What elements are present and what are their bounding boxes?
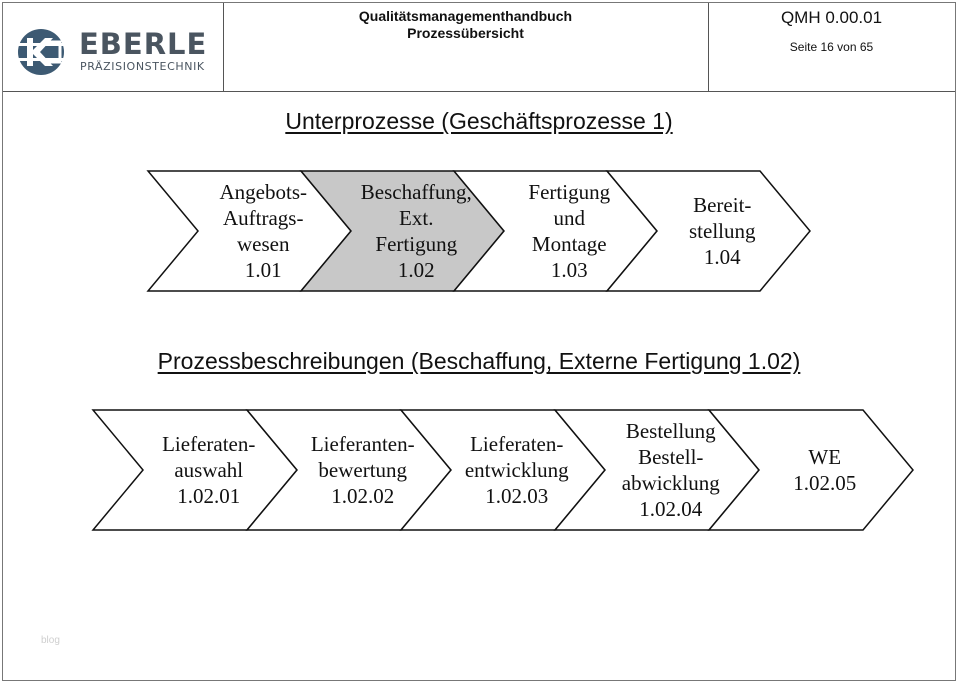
page-info: Seite 16 von 65 bbox=[789, 40, 874, 54]
document-code: QMH 0.00.01 bbox=[780, 8, 883, 27]
logo-subtitle: PRÄZISIONSTECHNIK bbox=[80, 60, 205, 73]
process-step-label-2: Lieferanten- bewertung 1.02.02 bbox=[310, 432, 415, 508]
logo-name: EBERLE bbox=[79, 27, 208, 61]
document-title: Qualitätsmanagementhandbuch bbox=[358, 8, 573, 24]
document-page bbox=[2, 2, 956, 681]
process-description-chain bbox=[3, 3, 955, 682]
subprocess-label-1: Angebots- Auftrags- wesen 1.01 bbox=[219, 180, 307, 282]
section-title-subprocesses: Unterprozesse (Geschäftsprozesse 1) bbox=[285, 108, 673, 134]
process-step-label-4: Bestellung Bestell- abwicklung 1.02.04 bbox=[621, 419, 720, 521]
subprocess-label-2: Beschaffung, Ext. Fertigung 1.02 bbox=[360, 180, 472, 282]
watermark: blog bbox=[41, 635, 60, 646]
subprocess-label-3: Fertigung und Montage 1.03 bbox=[528, 180, 611, 282]
section-title-process-descriptions: Prozessbeschreibungen (Beschaffung, Externe Fertigung 1.02) bbox=[157, 348, 801, 374]
process-step-label-3: Lieferaten- entwicklung 1.02.03 bbox=[464, 432, 569, 508]
process-step-label-1: Lieferaten- auswahl 1.02.01 bbox=[162, 432, 256, 508]
document-subtitle: Prozessübersicht bbox=[407, 25, 524, 41]
process-step-label-5: WE 1.02.05 bbox=[793, 445, 857, 495]
subprocess-label-4: Bereit- stellung 1.04 bbox=[689, 193, 756, 269]
